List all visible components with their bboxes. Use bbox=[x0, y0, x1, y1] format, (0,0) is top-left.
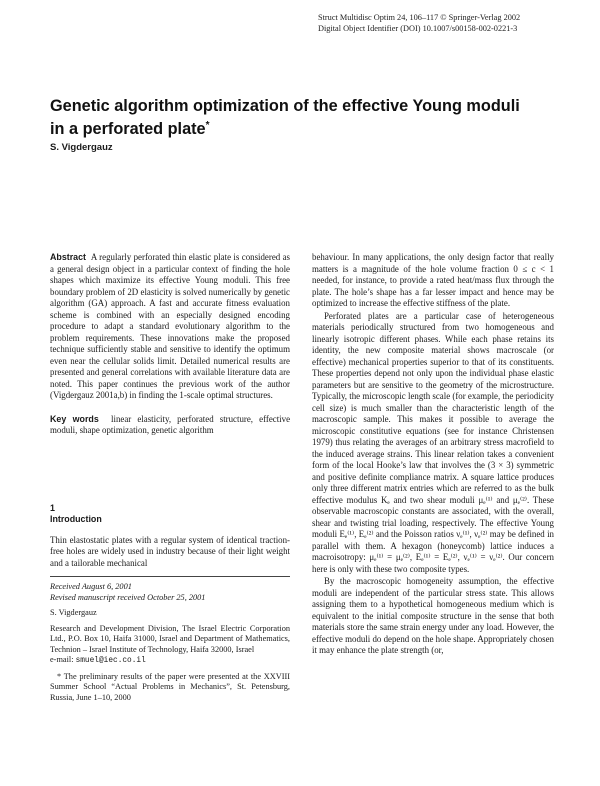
title-line-2-text: in a perforated plate bbox=[50, 120, 206, 138]
section-number: 1 bbox=[50, 502, 55, 513]
paragraph-2: Perforated plates are a particular case of heterogeneous materials periodically structured from two homogeneous and linearly isotropic different phases. While each phase retains its identity, the new composite material shows macroscale (or effective) mechanical properties superior to that of its constituents. These properties depend not only upon the individual phase elastic parameters but are sensitive to the geometry of the microstructure. Typically, the microscopic length scale (for example, the periodicity cell size) is much smaller than the characteristic length of the macroscopic sample. This makes it possible to average the microscopic constitutive equations (see for instance Christensen 1979) thus relating the averages of an arbitrary stress macrofield to the induced average strains. This linear relation takes a convenient form of the local Hooke’s law that involves the (3 × 3) symmetric and positive definite compliance matrix. A square lattice produces only three different matrix entries which are referred to as the bulk effective modulus Kₑ and two shear moduli μₑ⁽¹⁾ and μₑ⁽²⁾. These observable macroscopic constants are associated, with the overall, shear and twisting trial loading, respectively. The effective Young moduli Eₑ⁽¹⁾, Eₑ⁽²⁾ and the Poisson ratios νₑ⁽¹⁾, νₑ⁽²⁾ may be defined in parallel with them. A hexagon (honeycomb) lattice induces a macroisotropy: μₑ⁽¹⁾ = μₑ⁽²⁾, Eₑ⁽¹⁾ = Eₑ⁽²⁾, νₑ⁽¹⁾ = νₑ⁽²⁾. Our concern here is only with these two composite types. bbox=[312, 310, 554, 574]
left-column bbox=[50, 252, 290, 703]
keywords bbox=[50, 414, 290, 437]
doi-line: Digital Object Identifier (DOI) 10.1007/s00158-002-0221-3 bbox=[318, 24, 518, 33]
keywords-label: Key words bbox=[50, 413, 99, 424]
paragraph-1: behaviour. In many applications, the only design factor that really matters is a magnitude of the hole volume fraction 0 ≤ c < 1 needed, for instance, to provide a rated heat/mass flux through the plate. The hole’s shape has a far lesser impact and hence may be optimized to increase the effective stiffness of the plate. bbox=[312, 252, 554, 308]
presentation-note: * The preliminary results of the paper were presented at the XXVIII Summer School “Actual Problems in Mechanics”, St. Petensburg, Russia, June 1–10, 2000 bbox=[50, 671, 290, 702]
section-heading bbox=[50, 503, 290, 526]
journal-header bbox=[318, 12, 554, 34]
title-line-2 bbox=[50, 116, 570, 139]
section-intro-text: Thin elastostatic plates with a regular system of identical traction-free holes are widely used in industry because of their light weight and a tailorable mechanical bbox=[50, 534, 290, 568]
affiliation: Research and Development Division, The Israel Electric Corporation Ltd., P.O. Box 10, Haifa 31000, Israel and Department of Mathematics, Technion – Israel Institute of Technology, Haifa 32000, Israel bbox=[50, 623, 290, 654]
journal-citation: Struct Multidisc Optim 24, 106–117 © Springer-Verlag 2002 bbox=[318, 13, 521, 22]
section-title: Introduction bbox=[50, 514, 102, 524]
paragraph-3: By the macroscopic homogeneity assumption, the effective moduli are independent of the particular stress state. This allows assigning them to a hypothetical homogeneous medium which is equivalent to the initial composite structure in the sense that both materials store the same strain energy under any load. However, the effective moduli do depend on the hole shape. Appropriately chosen it may enhance the plate strength (or, bbox=[312, 576, 554, 655]
footnote-author: S. Vigdergauz bbox=[50, 608, 97, 617]
keywords-text: linear elasticity, perforated structure, effective moduli, shape optimization, genetic algorithm bbox=[50, 413, 291, 435]
revised-date: Revised manuscript received October 25, 2001 bbox=[50, 592, 206, 602]
abstract-text: A regularly perforated thin elastic plate is considered as a general design object in a particular context of finding the hole shapes which maximize its effective Young moduli. This free boundary problem of 2D elasticity is solved numerically by genetic algorithm (GA) approach. A fast and accurate fitness evaluation scheme is combined with an especially designed encoding procedure to adapt a standard evolutionary algorithm to the problem requirements. These innovations make the proposed technique sufficiently stable and sensitive to identify the optimum even near the cellular solids limit. Detailed numerical results are presented and general correlations with available literature data are noted. This paper continues the previous work of the author (Vigdergauz 2001a,b) in finding the 1-scale optimal structures. bbox=[50, 252, 290, 400]
abstract-label: Abstract bbox=[50, 252, 87, 262]
title-footnote-marker: * bbox=[205, 120, 210, 131]
right-column bbox=[312, 252, 554, 657]
email-line bbox=[50, 655, 290, 667]
title-line-1: Genetic algorithm optimization of the effective Young moduli bbox=[50, 97, 520, 115]
email-label: e-mail: bbox=[50, 655, 74, 664]
received-date: Received August 6, 2001 bbox=[50, 582, 132, 591]
email-address[interactable]: smuel@iec.co.il bbox=[75, 657, 146, 665]
author-name: S. Vigdergauz bbox=[50, 142, 113, 153]
paper-title bbox=[50, 96, 570, 139]
footnote-divider bbox=[50, 576, 290, 577]
abstract bbox=[50, 252, 290, 402]
